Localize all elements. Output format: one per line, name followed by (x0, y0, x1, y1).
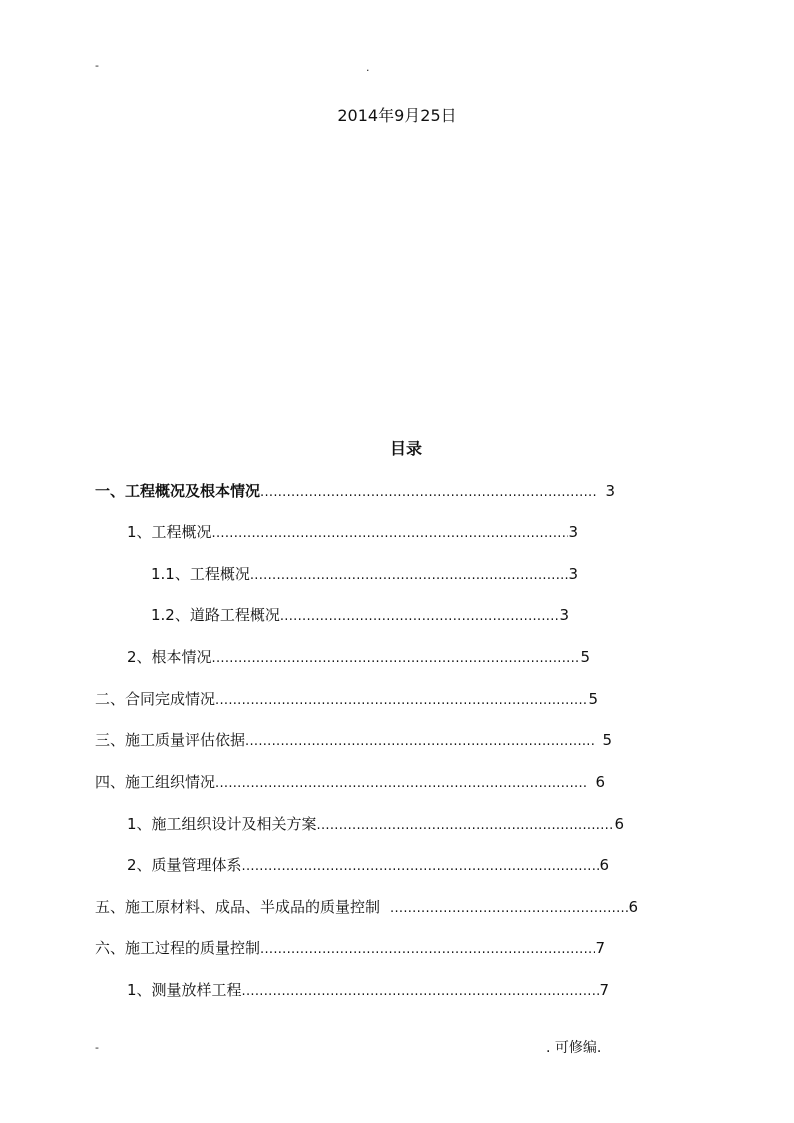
toc-entry-label: 六、施工过程的质量控制 (95, 939, 261, 957)
document-date: 2014年9月25日 (337, 106, 457, 125)
header-left-mark: - (95, 59, 99, 72)
toc-entry[interactable] (127, 855, 609, 875)
toc-entry-label: 2、根本情况 (127, 648, 212, 666)
toc-entry-page: 7 (595, 939, 605, 957)
toc-entry[interactable] (127, 522, 578, 542)
toc-entry[interactable] (95, 689, 598, 709)
toc-leader-dots (250, 566, 569, 586)
toc-entry-page: 5 (588, 690, 598, 708)
toc-leader-dots (242, 982, 600, 1002)
toc-entry[interactable] (95, 730, 612, 750)
toc-entry-label: 1、施工组织设计及相关方案 (127, 815, 317, 833)
toc-entry-page: 3 (568, 565, 578, 583)
toc-entry-page: 6 (628, 898, 638, 916)
toc-entry-label: 2、质量管理体系 (127, 856, 242, 874)
toc-entry-label: 三、施工质量评估依据 (95, 731, 246, 749)
toc-entry-label: 二、合同完成情况 (95, 690, 216, 708)
toc-entry-page: 3 (605, 482, 615, 500)
toc-entry-label: 1、工程概况 (127, 523, 212, 541)
footer-left-mark: - (95, 1041, 99, 1054)
toc-leader-dots (260, 940, 595, 960)
toc-entry-page: 5 (580, 648, 590, 666)
toc-entry-page: 5 (602, 731, 612, 749)
toc-entry[interactable] (127, 647, 590, 667)
toc-leader-dots (212, 649, 581, 669)
toc-entry-label: 1.1、工程概况 (151, 565, 250, 583)
toc-entry[interactable] (95, 481, 615, 501)
toc-leader-dots (390, 899, 628, 919)
toc-entry-page: 6 (595, 773, 605, 791)
toc-entry[interactable] (95, 772, 605, 792)
toc-leader-dots (280, 607, 560, 627)
toc-leader-dots (242, 857, 600, 877)
toc-entry-label: 1.2、道路工程概况 (151, 606, 280, 624)
toc-leader-dots (215, 774, 587, 794)
toc-title: 目录 (389, 439, 422, 458)
toc-entry[interactable] (127, 814, 624, 834)
toc-entry-label: 1、测量放样工程 (127, 981, 242, 999)
toc-entry[interactable] (127, 980, 609, 1000)
toc-entry-page: 6 (614, 815, 624, 833)
toc-entry[interactable] (95, 938, 605, 958)
footer-right-text: . 可修编. (546, 1040, 602, 1056)
toc-entry[interactable] (151, 564, 578, 584)
toc-leader-dots (212, 524, 569, 544)
toc-leader-dots (260, 483, 597, 503)
toc-leader-dots (317, 816, 615, 836)
toc-leader-dots (245, 732, 594, 752)
toc-entry-page: 3 (559, 606, 569, 624)
toc-entry-label: 四、施工组织情况 (95, 773, 216, 791)
header-center-mark: . (366, 61, 370, 74)
toc-entry[interactable] (151, 605, 569, 625)
toc-entry-label: 一、工程概况及根本情况 (95, 482, 261, 500)
toc-entry-page: 3 (568, 523, 578, 541)
toc-entry[interactable] (95, 897, 638, 917)
toc-entry-page: 6 (599, 856, 609, 874)
toc-entry-label: 五、施工原材料、成品、半成品的质量控制 (95, 898, 381, 916)
toc-entry-page: 7 (599, 981, 609, 999)
toc-leader-dots (215, 691, 588, 711)
